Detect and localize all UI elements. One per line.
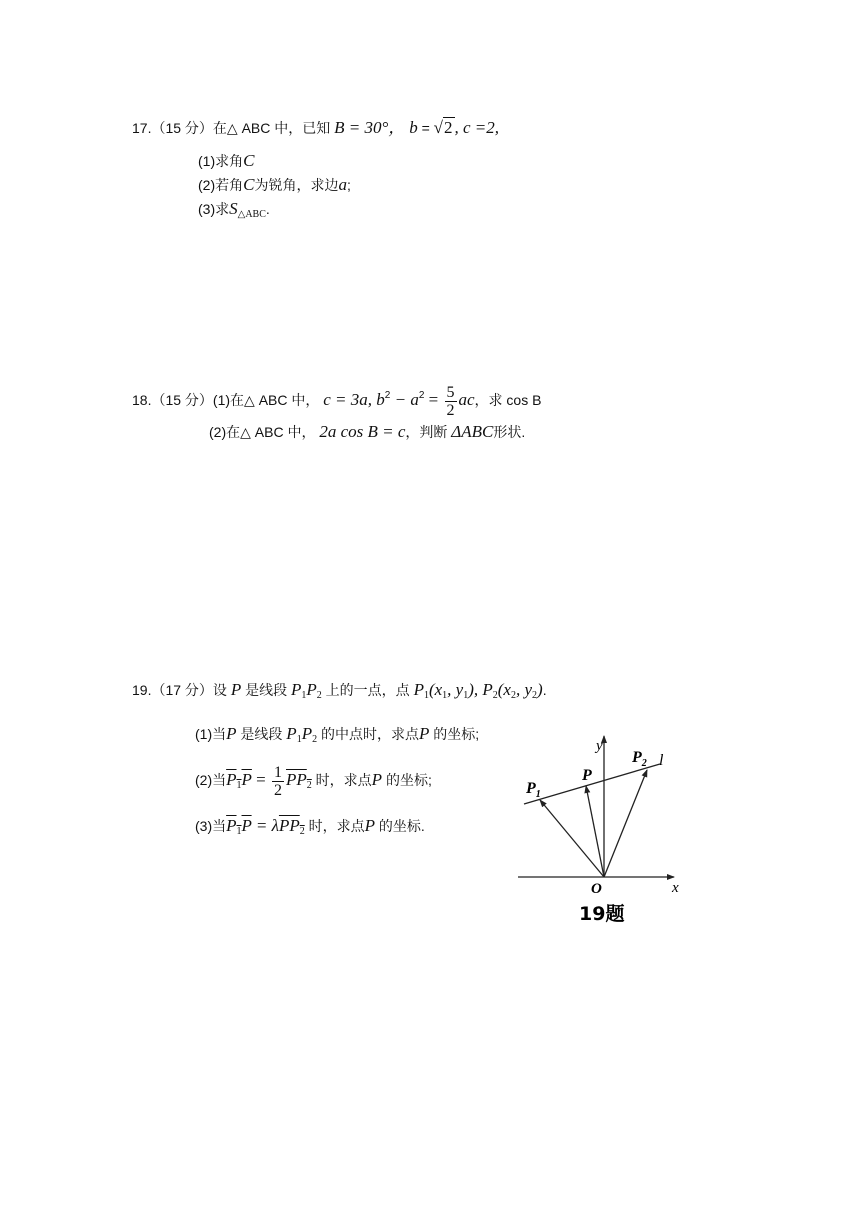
q18-frac-den: 2 bbox=[446, 401, 455, 419]
q18-head-text: 18.（15 分）(1)在△ ABC 中， bbox=[132, 392, 320, 408]
q17-p3-sub: △ABC bbox=[237, 209, 266, 220]
q19-points: $P_1(x_1$, $y_1$), $P_2(x_2$, $y_2$) bbox=[413, 680, 543, 701]
q17-p3-end: . bbox=[265, 201, 270, 217]
q17-p2-var: C bbox=[243, 175, 255, 194]
label-p2-sub: 2 bbox=[641, 758, 647, 769]
q17-head-text: 17.（15 分）在△ ABC 中，已知 bbox=[132, 120, 331, 136]
q17-sqrt-value: 2 bbox=[444, 118, 453, 137]
q19-p1-text-c: 的中点时，求点 bbox=[320, 726, 419, 742]
q17-eq: = bbox=[417, 120, 434, 136]
q18-exp-2: 2 bbox=[418, 390, 425, 401]
q17-p2-text-a: (2)若角 bbox=[198, 177, 244, 193]
q17-p3-text: (3)求 bbox=[198, 201, 230, 217]
q19-head-text-b: 是线段 bbox=[245, 682, 288, 698]
label-y: y bbox=[596, 738, 603, 754]
label-o: O bbox=[591, 881, 602, 897]
q18-fraction bbox=[445, 384, 457, 419]
figure-caption: 19题 bbox=[579, 903, 625, 925]
q19-p1-text-d: 的坐标; bbox=[433, 726, 480, 742]
vector-op2 bbox=[604, 770, 647, 877]
q19-p1-text: (1)当 bbox=[195, 726, 227, 742]
q19-lambda: = λ bbox=[251, 816, 279, 835]
vector-op1 bbox=[540, 800, 604, 877]
q19-part-3: (3)当$P_1P = \lambda PP_2$ 时，求点P 的坐标. bbox=[195, 816, 425, 837]
q19-half-den: 2 bbox=[274, 781, 282, 799]
q17-p1-var: C bbox=[243, 151, 255, 170]
label-p: P bbox=[582, 767, 592, 784]
q18-eq-part-b: − a bbox=[390, 390, 419, 409]
q17-part-1 bbox=[198, 150, 254, 172]
label-p1 bbox=[525, 780, 541, 800]
q19-p2-text-c: 的坐标; bbox=[385, 772, 432, 788]
q18-p2-text-c: 形状. bbox=[493, 424, 526, 440]
label-x: x bbox=[672, 880, 679, 896]
q19-p3-text-c: 的坐标. bbox=[378, 818, 425, 834]
q19-segment: $P_1P_2$ bbox=[291, 680, 322, 701]
q17-part-3 bbox=[198, 198, 270, 226]
q19-part-1: (1)当P 是线段 $P_1P_2$ 的中点时，求点P 的坐标; bbox=[195, 724, 480, 745]
q19-part-2: (2)当$P_1P$ = $\frac{1}{2}$ $PP_2$ 时，求点P 的坐标; bbox=[195, 763, 432, 799]
q17-side-b: b bbox=[409, 118, 418, 137]
q18-eq-equals: = bbox=[424, 390, 443, 409]
q19-p2-text: (2)当 bbox=[195, 772, 227, 788]
q18-p2-text-b: ，判断 bbox=[405, 424, 448, 440]
q19-heading: 19.（17 分）设 P 是线段 $P_1P_2$ 上的一点，点 $P_1(x_1$, $y_1$), $P_2(x_2$, $y_2$). bbox=[132, 680, 547, 701]
q17-heading bbox=[132, 117, 499, 139]
q19-p3-text: (3)当 bbox=[195, 818, 227, 834]
q19-p1-text-b: 是线段 bbox=[240, 726, 283, 742]
q17-side-c: , c =2, bbox=[454, 118, 500, 137]
q19-point-p: P bbox=[230, 680, 242, 699]
q18-ask-1: ，求 cos B bbox=[474, 392, 542, 408]
q19-head-text: 19.（17 分）设 bbox=[132, 682, 227, 698]
q17-p2-var2: a bbox=[338, 175, 347, 194]
q19-half-num: 1 bbox=[274, 763, 282, 781]
q19-pts-p: P bbox=[413, 680, 424, 699]
q18-frac-num: 5 bbox=[446, 383, 455, 401]
q19-half-fraction bbox=[272, 764, 284, 799]
label-p1-sub: 1 bbox=[535, 789, 541, 800]
q17-p2-text-b: 为锐角，求边 bbox=[254, 177, 339, 193]
line-l bbox=[524, 764, 660, 804]
q18-part-1 bbox=[132, 378, 541, 419]
q19-p2-text-b: 时，求点 bbox=[315, 772, 372, 788]
q19-seg-p1: P bbox=[291, 680, 302, 699]
q17-part-2 bbox=[198, 174, 351, 196]
q18-eq-2: 2a cos B = c bbox=[319, 422, 406, 441]
q17-sqrt: √2 bbox=[433, 118, 453, 137]
q18-exp-1: 2 bbox=[384, 390, 391, 401]
q19-p3-text-b: 时，求点 bbox=[308, 818, 365, 834]
q18-eq-part-a: c = 3a, b bbox=[323, 390, 385, 409]
q18-p2-text-a: (2)在△ ABC 中， bbox=[209, 424, 316, 440]
q17-p2-end: ; bbox=[346, 177, 351, 193]
q18-part-2 bbox=[209, 421, 525, 443]
label-p2 bbox=[631, 749, 647, 769]
q18-triangle: ΔABC bbox=[451, 422, 494, 441]
q17-p1-text: (1)求角 bbox=[198, 153, 244, 169]
label-l: l bbox=[659, 752, 664, 769]
q19-head-text-c: 上的一点，点 bbox=[325, 682, 410, 698]
q19-figure bbox=[512, 728, 692, 928]
q18-eq-part-d: ac bbox=[458, 390, 475, 409]
vector-op bbox=[586, 786, 604, 877]
q17-p3-var: S bbox=[229, 199, 238, 218]
label-p1-letter: P bbox=[526, 780, 536, 797]
label-p2-letter: P bbox=[632, 749, 642, 766]
q17-angle-b: B = 30°， bbox=[334, 118, 406, 137]
